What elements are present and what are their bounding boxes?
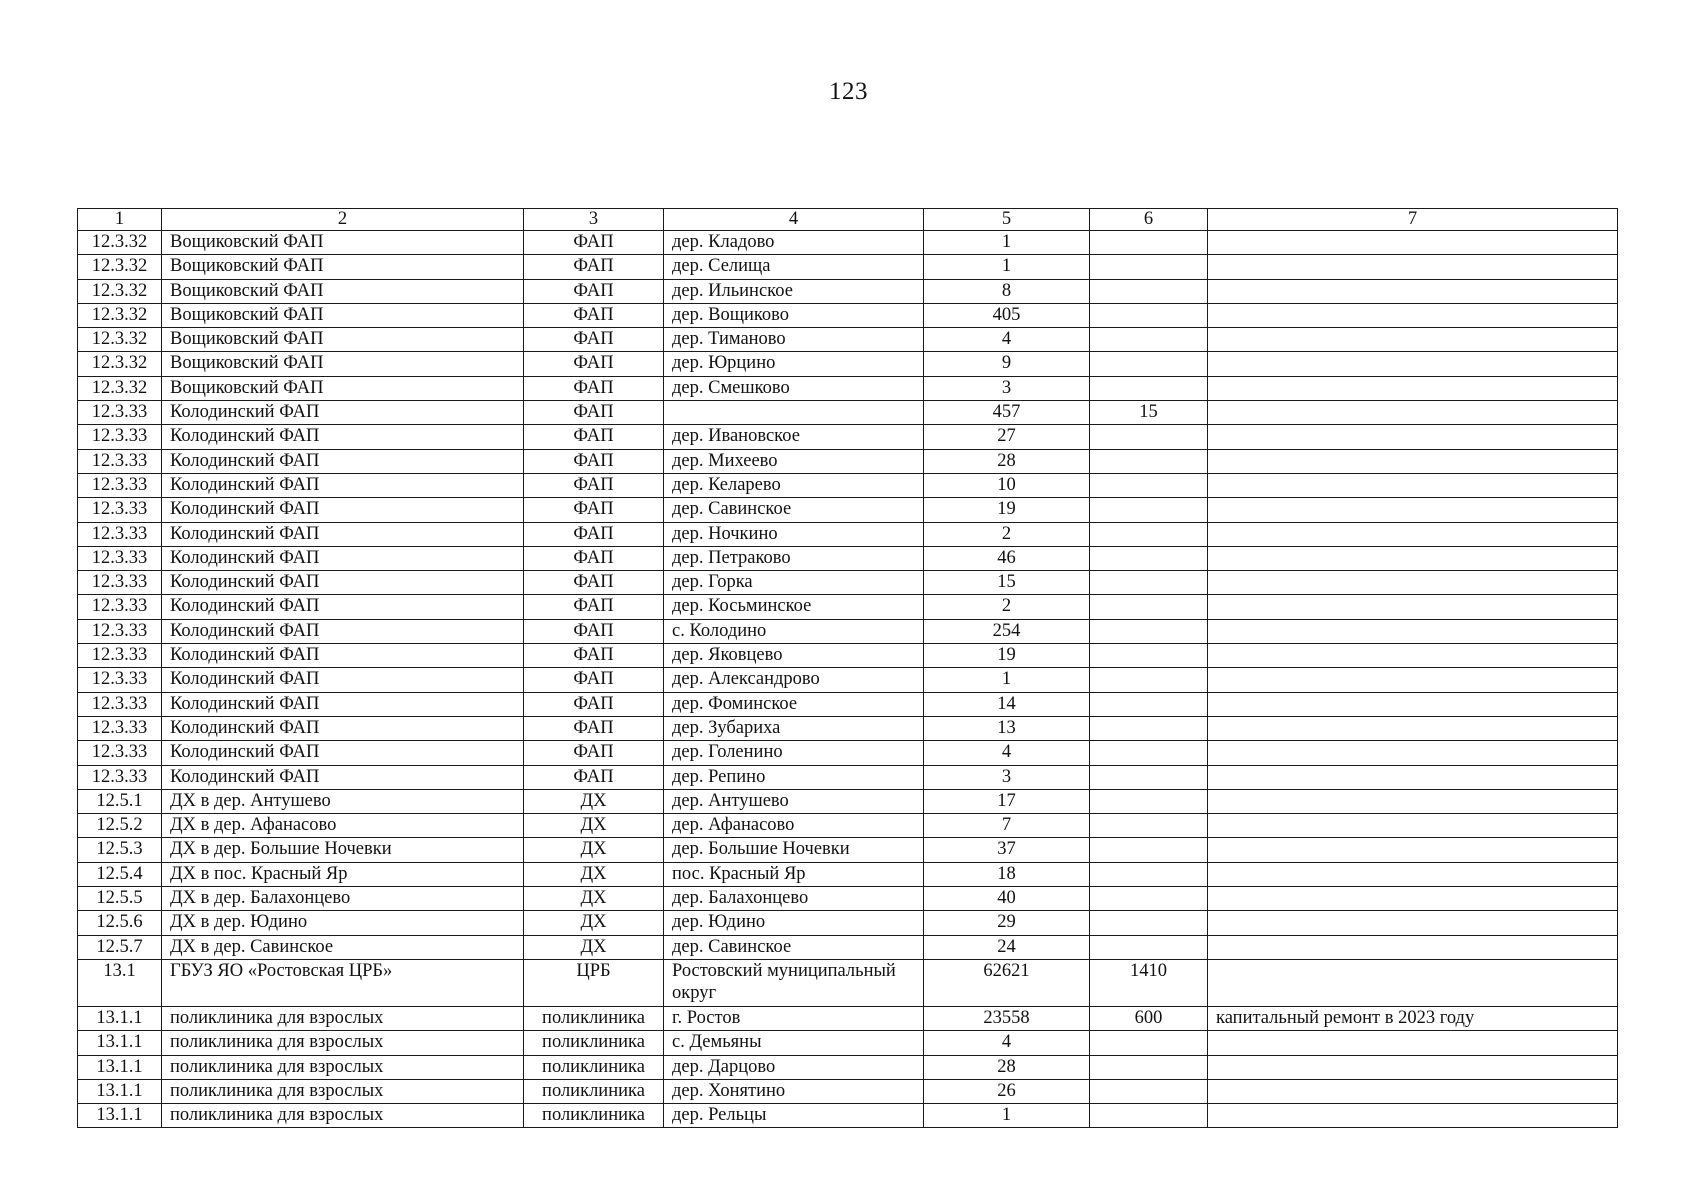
- row-number-cell: 12.3.33: [78, 473, 162, 497]
- population-cell: 2: [924, 522, 1090, 546]
- capacity-cell: [1090, 595, 1208, 619]
- institution-name-cell: поликлиника для взрослых: [162, 1006, 524, 1030]
- locality-cell: дер. Ночкино: [664, 522, 924, 546]
- row-number-cell: 12.3.33: [78, 716, 162, 740]
- note-cell: [1208, 376, 1618, 400]
- row-number-cell: 12.3.32: [78, 352, 162, 376]
- population-cell: 3: [924, 765, 1090, 789]
- facility-type-cell: ДХ: [524, 911, 664, 935]
- table-row: [78, 1104, 1618, 1128]
- institution-name-cell: Вощиковский ФАП: [162, 279, 524, 303]
- column-header-6: 6: [1090, 209, 1208, 231]
- table-row: [78, 401, 1618, 425]
- table-row: [78, 449, 1618, 473]
- population-cell: 46: [924, 546, 1090, 570]
- locality-cell: дер. Петраково: [664, 546, 924, 570]
- row-number-cell: 12.5.1: [78, 789, 162, 813]
- locality-cell: дер. Репино: [664, 765, 924, 789]
- table-row: [78, 1055, 1618, 1079]
- note-cell: [1208, 1079, 1618, 1103]
- row-number-cell: 12.3.32: [78, 328, 162, 352]
- institution-name-cell: Вощиковский ФАП: [162, 376, 524, 400]
- institution-name-cell: Колодинский ФАП: [162, 595, 524, 619]
- facility-type-cell: ФАП: [524, 425, 664, 449]
- facility-type-cell: ДХ: [524, 814, 664, 838]
- institution-name-cell: Колодинский ФАП: [162, 473, 524, 497]
- facility-type-cell: ФАП: [524, 765, 664, 789]
- row-number-cell: 13.1.1: [78, 1079, 162, 1103]
- table-row: [78, 716, 1618, 740]
- row-number-cell: 12.3.32: [78, 255, 162, 279]
- locality-cell: дер. Косьминское: [664, 595, 924, 619]
- column-header-4: 4: [664, 209, 924, 231]
- row-number-cell: 12.3.33: [78, 765, 162, 789]
- population-cell: 26: [924, 1079, 1090, 1103]
- capacity-cell: [1090, 741, 1208, 765]
- facility-type-cell: ФАП: [524, 255, 664, 279]
- capacity-cell: [1090, 814, 1208, 838]
- facility-type-cell: ФАП: [524, 401, 664, 425]
- locality-cell: дер. Ивановское: [664, 425, 924, 449]
- capacity-cell: [1090, 498, 1208, 522]
- capacity-cell: [1090, 376, 1208, 400]
- locality-cell: дер. Голенино: [664, 741, 924, 765]
- note-cell: капитальный ремонт в 2023 году: [1208, 1006, 1618, 1030]
- table-row: [78, 619, 1618, 643]
- population-cell: 2: [924, 595, 1090, 619]
- note-cell: [1208, 644, 1618, 668]
- locality-cell: с. Колодино: [664, 619, 924, 643]
- table-row: [78, 935, 1618, 959]
- table-row: [78, 741, 1618, 765]
- facility-type-cell: ФАП: [524, 279, 664, 303]
- locality-cell: дер. Михеево: [664, 449, 924, 473]
- capacity-cell: [1090, 692, 1208, 716]
- population-cell: 14: [924, 692, 1090, 716]
- capacity-cell: [1090, 911, 1208, 935]
- capacity-cell: [1090, 838, 1208, 862]
- facility-type-cell: поликлиника: [524, 1104, 664, 1128]
- row-number-cell: 12.3.32: [78, 231, 162, 255]
- table-row: [78, 352, 1618, 376]
- locality-cell: [664, 401, 924, 425]
- population-cell: 19: [924, 644, 1090, 668]
- table-row: [78, 473, 1618, 497]
- table-row: [78, 862, 1618, 886]
- row-number-cell: 12.5.2: [78, 814, 162, 838]
- population-cell: 4: [924, 1031, 1090, 1055]
- note-cell: [1208, 255, 1618, 279]
- population-cell: 28: [924, 449, 1090, 473]
- table-row: [78, 692, 1618, 716]
- institution-name-cell: Колодинский ФАП: [162, 546, 524, 570]
- capacity-cell: [1090, 1055, 1208, 1079]
- facility-type-cell: поликлиника: [524, 1006, 664, 1030]
- facility-type-cell: ФАП: [524, 449, 664, 473]
- institution-name-cell: Колодинский ФАП: [162, 401, 524, 425]
- facility-type-cell: ДХ: [524, 789, 664, 813]
- note-cell: [1208, 862, 1618, 886]
- facility-type-cell: ДХ: [524, 935, 664, 959]
- capacity-cell: 1410: [1090, 959, 1208, 1006]
- institution-name-cell: Колодинский ФАП: [162, 498, 524, 522]
- population-cell: 18: [924, 862, 1090, 886]
- note-cell: [1208, 692, 1618, 716]
- locality-cell: дер. Келарево: [664, 473, 924, 497]
- population-cell: 4: [924, 328, 1090, 352]
- locality-cell: дер. Фоминское: [664, 692, 924, 716]
- population-cell: 8: [924, 279, 1090, 303]
- note-cell: [1208, 668, 1618, 692]
- note-cell: [1208, 789, 1618, 813]
- population-cell: 27: [924, 425, 1090, 449]
- population-cell: 3: [924, 376, 1090, 400]
- column-header-3: 3: [524, 209, 664, 231]
- locality-cell: с. Демьяны: [664, 1031, 924, 1055]
- table-row: [78, 546, 1618, 570]
- row-number-cell: 12.3.33: [78, 668, 162, 692]
- facility-type-cell: ФАП: [524, 376, 664, 400]
- institution-name-cell: поликлиника для взрослых: [162, 1104, 524, 1128]
- locality-cell: дер. Александрово: [664, 668, 924, 692]
- capacity-cell: [1090, 571, 1208, 595]
- population-cell: 1: [924, 668, 1090, 692]
- note-cell: [1208, 935, 1618, 959]
- facility-type-cell: ФАП: [524, 231, 664, 255]
- row-number-cell: 12.3.33: [78, 692, 162, 716]
- note-cell: [1208, 303, 1618, 327]
- table-row: [78, 1031, 1618, 1055]
- population-cell: 10: [924, 473, 1090, 497]
- institution-name-cell: ДХ в дер. Балахонцево: [162, 887, 524, 911]
- facility-type-cell: ФАП: [524, 352, 664, 376]
- capacity-cell: [1090, 716, 1208, 740]
- facility-type-cell: ФАП: [524, 692, 664, 716]
- row-number-cell: 12.3.33: [78, 425, 162, 449]
- capacity-cell: [1090, 279, 1208, 303]
- locality-cell: дер. Кладово: [664, 231, 924, 255]
- table-row: [78, 376, 1618, 400]
- capacity-cell: [1090, 425, 1208, 449]
- population-cell: 15: [924, 571, 1090, 595]
- note-cell: [1208, 498, 1618, 522]
- population-cell: 40: [924, 887, 1090, 911]
- facility-type-cell: ФАП: [524, 522, 664, 546]
- population-cell: 405: [924, 303, 1090, 327]
- locality-cell: дер. Яковцево: [664, 644, 924, 668]
- institution-name-cell: Колодинский ФАП: [162, 425, 524, 449]
- facility-type-cell: ФАП: [524, 716, 664, 740]
- capacity-cell: [1090, 231, 1208, 255]
- row-number-cell: 12.3.32: [78, 279, 162, 303]
- row-number-cell: 12.5.3: [78, 838, 162, 862]
- facility-type-cell: ФАП: [524, 498, 664, 522]
- institution-name-cell: Вощиковский ФАП: [162, 303, 524, 327]
- institution-name-cell: Колодинский ФАП: [162, 741, 524, 765]
- capacity-cell: [1090, 255, 1208, 279]
- table-row: [78, 231, 1618, 255]
- row-number-cell: 12.3.33: [78, 741, 162, 765]
- column-header-1: 1: [78, 209, 162, 231]
- row-number-cell: 12.3.33: [78, 401, 162, 425]
- institution-name-cell: ДХ в дер. Афанасово: [162, 814, 524, 838]
- institution-name-cell: Колодинский ФАП: [162, 668, 524, 692]
- note-cell: [1208, 619, 1618, 643]
- locality-cell: дер. Зубариха: [664, 716, 924, 740]
- institution-name-cell: поликлиника для взрослых: [162, 1055, 524, 1079]
- population-cell: 24: [924, 935, 1090, 959]
- facility-type-cell: ФАП: [524, 619, 664, 643]
- row-number-cell: 12.5.7: [78, 935, 162, 959]
- institution-name-cell: Колодинский ФАП: [162, 449, 524, 473]
- population-cell: 4: [924, 741, 1090, 765]
- capacity-cell: [1090, 473, 1208, 497]
- table-row: [78, 255, 1618, 279]
- note-cell: [1208, 887, 1618, 911]
- row-number-cell: 12.3.33: [78, 571, 162, 595]
- capacity-cell: [1090, 352, 1208, 376]
- note-cell: [1208, 741, 1618, 765]
- note-cell: [1208, 765, 1618, 789]
- institution-name-cell: Колодинский ФАП: [162, 716, 524, 740]
- table-row: [78, 279, 1618, 303]
- locality-cell: дер. Тиманово: [664, 328, 924, 352]
- table-row: [78, 789, 1618, 813]
- table-row: [78, 522, 1618, 546]
- note-cell: [1208, 473, 1618, 497]
- row-number-cell: 12.3.33: [78, 619, 162, 643]
- locality-cell: дер. Большие Ночевки: [664, 838, 924, 862]
- institution-name-cell: Вощиковский ФАП: [162, 231, 524, 255]
- row-number-cell: 13.1.1: [78, 1031, 162, 1055]
- table-row: [78, 644, 1618, 668]
- note-cell: [1208, 279, 1618, 303]
- table-row: [78, 571, 1618, 595]
- locality-cell: дер. Савинское: [664, 498, 924, 522]
- note-cell: [1208, 1055, 1618, 1079]
- population-cell: 62621: [924, 959, 1090, 1006]
- row-number-cell: 12.3.33: [78, 449, 162, 473]
- capacity-cell: [1090, 644, 1208, 668]
- locality-cell: пос. Красный Яр: [664, 862, 924, 886]
- table-row: [78, 911, 1618, 935]
- capacity-cell: [1090, 862, 1208, 886]
- capacity-cell: [1090, 546, 1208, 570]
- capacity-cell: [1090, 303, 1208, 327]
- row-number-cell: 12.3.33: [78, 546, 162, 570]
- locality-cell: г. Ростов: [664, 1006, 924, 1030]
- facility-type-cell: ФАП: [524, 644, 664, 668]
- institution-name-cell: поликлиника для взрослых: [162, 1079, 524, 1103]
- note-cell: [1208, 838, 1618, 862]
- capacity-cell: [1090, 765, 1208, 789]
- population-cell: 457: [924, 401, 1090, 425]
- note-cell: [1208, 328, 1618, 352]
- institution-name-cell: Колодинский ФАП: [162, 522, 524, 546]
- note-cell: [1208, 814, 1618, 838]
- facility-type-cell: ФАП: [524, 303, 664, 327]
- row-number-cell: 12.3.33: [78, 595, 162, 619]
- institution-name-cell: ДХ в дер. Антушево: [162, 789, 524, 813]
- facility-type-cell: ДХ: [524, 862, 664, 886]
- table-row: [78, 838, 1618, 862]
- locality-cell: дер. Юдино: [664, 911, 924, 935]
- row-number-cell: 12.3.33: [78, 644, 162, 668]
- table-row: [78, 814, 1618, 838]
- locality-cell: дер. Юрцино: [664, 352, 924, 376]
- locality-cell: дер. Дарцово: [664, 1055, 924, 1079]
- capacity-cell: [1090, 1104, 1208, 1128]
- facility-type-cell: ФАП: [524, 473, 664, 497]
- facility-type-cell: поликлиника: [524, 1055, 664, 1079]
- locality-cell: дер. Вощиково: [664, 303, 924, 327]
- locality-cell: дер. Селища: [664, 255, 924, 279]
- row-number-cell: 13.1.1: [78, 1104, 162, 1128]
- institution-name-cell: Колодинский ФАП: [162, 644, 524, 668]
- facility-type-cell: поликлиника: [524, 1079, 664, 1103]
- note-cell: [1208, 571, 1618, 595]
- table-row: [78, 425, 1618, 449]
- capacity-cell: [1090, 1031, 1208, 1055]
- row-number-cell: 12.5.5: [78, 887, 162, 911]
- population-cell: 1: [924, 1104, 1090, 1128]
- row-number-cell: 12.3.32: [78, 376, 162, 400]
- table-row: [78, 595, 1618, 619]
- institution-name-cell: Колодинский ФАП: [162, 571, 524, 595]
- note-cell: [1208, 546, 1618, 570]
- table-row: [78, 765, 1618, 789]
- locality-cell: дер. Ильинское: [664, 279, 924, 303]
- locality-cell: дер. Горка: [664, 571, 924, 595]
- capacity-cell: [1090, 789, 1208, 813]
- population-cell: 19: [924, 498, 1090, 522]
- institution-name-cell: ДХ в дер. Савинское: [162, 935, 524, 959]
- facility-type-cell: ФАП: [524, 668, 664, 692]
- row-number-cell: 13.1.1: [78, 1055, 162, 1079]
- row-number-cell: 12.3.33: [78, 522, 162, 546]
- note-cell: [1208, 425, 1618, 449]
- capacity-cell: [1090, 522, 1208, 546]
- facility-type-cell: ФАП: [524, 328, 664, 352]
- capacity-cell: [1090, 619, 1208, 643]
- facility-type-cell: ФАП: [524, 571, 664, 595]
- column-header-5: 5: [924, 209, 1090, 231]
- capacity-cell: 15: [1090, 401, 1208, 425]
- table-body: [78, 231, 1618, 1128]
- table-row: [78, 498, 1618, 522]
- institution-name-cell: Колодинский ФАП: [162, 692, 524, 716]
- note-cell: [1208, 959, 1618, 1006]
- locality-cell: дер. Балахонцево: [664, 887, 924, 911]
- page-number: 123: [829, 78, 868, 105]
- population-cell: 29: [924, 911, 1090, 935]
- population-cell: 1: [924, 255, 1090, 279]
- locality-cell: дер. Афанасово: [664, 814, 924, 838]
- note-cell: [1208, 911, 1618, 935]
- population-cell: 7: [924, 814, 1090, 838]
- note-cell: [1208, 1104, 1618, 1128]
- locality-cell: дер. Савинское: [664, 935, 924, 959]
- facility-type-cell: ФАП: [524, 741, 664, 765]
- capacity-cell: 600: [1090, 1006, 1208, 1030]
- institution-name-cell: ГБУЗ ЯО «Ростовская ЦРБ»: [162, 959, 524, 1006]
- note-cell: [1208, 449, 1618, 473]
- capacity-cell: [1090, 668, 1208, 692]
- row-number-cell: 13.1: [78, 959, 162, 1006]
- note-cell: [1208, 401, 1618, 425]
- facility-type-cell: ДХ: [524, 887, 664, 911]
- note-cell: [1208, 716, 1618, 740]
- table-row: [78, 668, 1618, 692]
- institution-name-cell: поликлиника для взрослых: [162, 1031, 524, 1055]
- institution-name-cell: ДХ в дер. Юдино: [162, 911, 524, 935]
- note-cell: [1208, 352, 1618, 376]
- header-row: [78, 209, 1618, 231]
- locality-cell: дер. Антушево: [664, 789, 924, 813]
- capacity-cell: [1090, 449, 1208, 473]
- facilities-table: [77, 208, 1618, 1128]
- note-cell: [1208, 522, 1618, 546]
- table-row: [78, 328, 1618, 352]
- row-number-cell: 12.5.6: [78, 911, 162, 935]
- table-row: [78, 1006, 1618, 1030]
- population-cell: 17: [924, 789, 1090, 813]
- institution-name-cell: Колодинский ФАП: [162, 619, 524, 643]
- facility-type-cell: ДХ: [524, 838, 664, 862]
- table-row: [78, 1079, 1618, 1103]
- row-number-cell: 12.3.32: [78, 303, 162, 327]
- institution-name-cell: Вощиковский ФАП: [162, 255, 524, 279]
- institution-name-cell: ДХ в дер. Большие Ночевки: [162, 838, 524, 862]
- capacity-cell: [1090, 328, 1208, 352]
- population-cell: 37: [924, 838, 1090, 862]
- locality-cell: дер. Смешково: [664, 376, 924, 400]
- institution-name-cell: Вощиковский ФАП: [162, 328, 524, 352]
- capacity-cell: [1090, 887, 1208, 911]
- capacity-cell: [1090, 1079, 1208, 1103]
- capacity-cell: [1090, 935, 1208, 959]
- row-number-cell: 13.1.1: [78, 1006, 162, 1030]
- facility-type-cell: ФАП: [524, 546, 664, 570]
- population-cell: 9: [924, 352, 1090, 376]
- institution-name-cell: Вощиковский ФАП: [162, 352, 524, 376]
- facility-type-cell: ФАП: [524, 595, 664, 619]
- population-cell: 254: [924, 619, 1090, 643]
- table-row: [78, 887, 1618, 911]
- population-cell: 13: [924, 716, 1090, 740]
- note-cell: [1208, 1031, 1618, 1055]
- table-row: [78, 959, 1618, 1006]
- institution-name-cell: ДХ в пос. Красный Яр: [162, 862, 524, 886]
- locality-cell: дер. Рельцы: [664, 1104, 924, 1128]
- locality-cell: Ростовский муниципальный округ: [664, 959, 924, 1006]
- row-number-cell: 12.5.4: [78, 862, 162, 886]
- table-row: [78, 303, 1618, 327]
- population-cell: 1: [924, 231, 1090, 255]
- column-header-2: 2: [162, 209, 524, 231]
- institution-name-cell: Колодинский ФАП: [162, 765, 524, 789]
- column-header-7: 7: [1208, 209, 1618, 231]
- note-cell: [1208, 231, 1618, 255]
- row-number-cell: 12.3.33: [78, 498, 162, 522]
- population-cell: 23558: [924, 1006, 1090, 1030]
- population-cell: 28: [924, 1055, 1090, 1079]
- note-cell: [1208, 595, 1618, 619]
- facility-type-cell: поликлиника: [524, 1031, 664, 1055]
- facility-type-cell: ЦРБ: [524, 959, 664, 1006]
- locality-cell: дер. Хонятино: [664, 1079, 924, 1103]
